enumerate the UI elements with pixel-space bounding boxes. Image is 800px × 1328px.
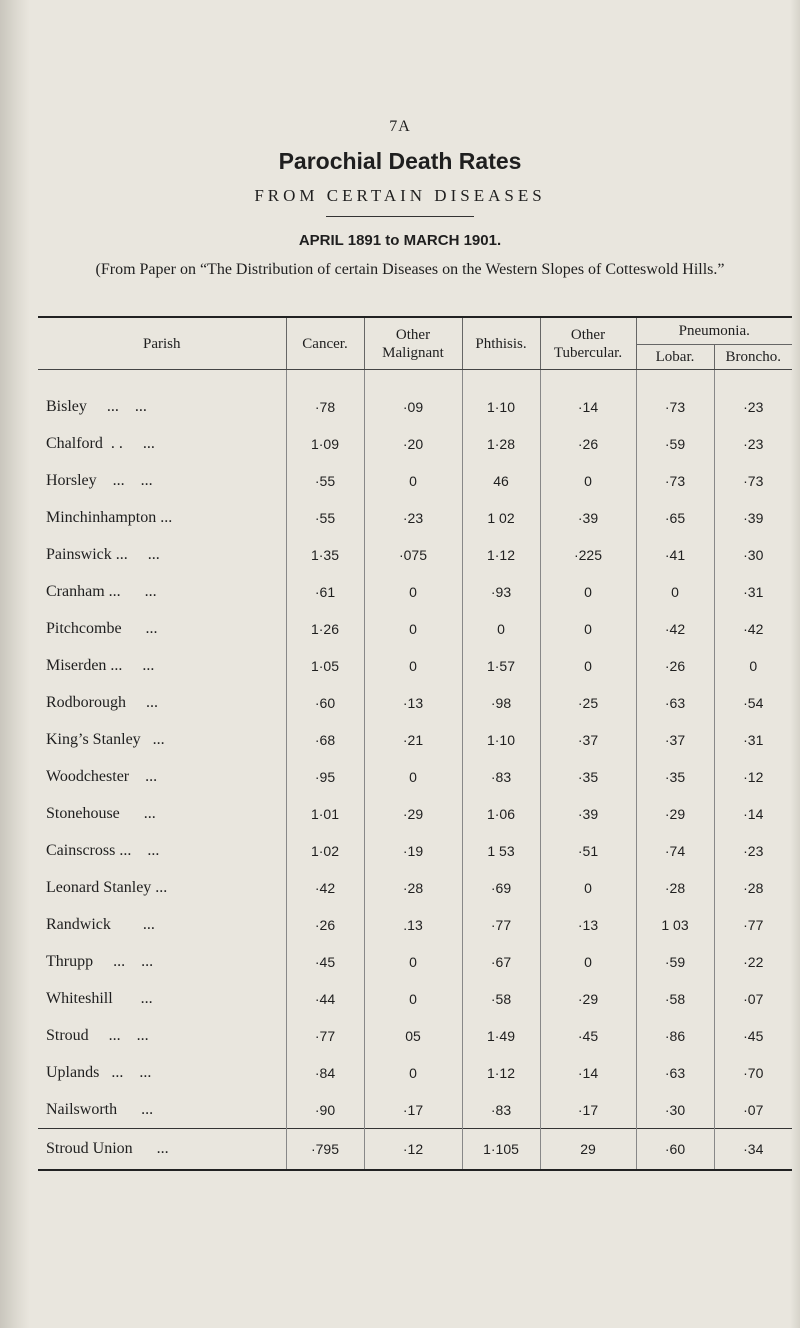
cell-broncho: ·34	[714, 1129, 792, 1171]
cell-cancer: ·55	[286, 462, 364, 499]
cell-other-malignant: 0	[364, 1054, 462, 1091]
cell-other-malignant: ·075	[364, 536, 462, 573]
cell-phthisis: ·58	[462, 980, 540, 1017]
table-row	[38, 647, 792, 684]
cell-other-malignant: ·20	[364, 425, 462, 462]
cell-lobar: ·28	[636, 869, 714, 906]
cell-lobar: ·60	[636, 1129, 714, 1171]
union-total-row	[38, 1129, 792, 1171]
cell-phthisis: ·93	[462, 573, 540, 610]
header-broncho: Broncho.	[714, 345, 792, 370]
cell-parish: Painswick ... ...	[46, 545, 160, 563]
cell-other-malignant: 0	[364, 647, 462, 684]
header-parish: Parish	[38, 318, 286, 370]
cell-other-malignant: ·17	[364, 1091, 462, 1129]
cell-parish: Rodborough ...	[46, 693, 158, 711]
cell-cancer: ·90	[286, 1091, 364, 1129]
cell-broncho: 0	[714, 647, 792, 684]
cell-parish: Whiteshill ...	[46, 989, 153, 1007]
header-phthisis: Phthisis.	[462, 318, 540, 370]
source-note: (From Paper on “The Distribution of certain Diseases on the Western Slopes of Cotteswold Hills.”	[95, 261, 725, 278]
cell-other-malignant: ·12	[364, 1129, 462, 1171]
cell-other-malignant: ·09	[364, 388, 462, 425]
cell-other-tubercular: ·13	[540, 906, 636, 943]
cell-lobar: ·74	[636, 832, 714, 869]
cell-parish: Stroud ... ...	[46, 1026, 149, 1044]
cell-other-tubercular: ·14	[540, 388, 636, 425]
cell-phthisis: 1·12	[462, 1054, 540, 1091]
cell-parish: Uplands ... ...	[46, 1063, 152, 1081]
cell-other-tubercular: ·17	[540, 1091, 636, 1129]
cell-lobar: 0	[636, 573, 714, 610]
cell-other-tubercular: ·39	[540, 795, 636, 832]
table-row	[38, 980, 792, 1017]
table-row	[38, 869, 792, 906]
cell-lobar: ·41	[636, 536, 714, 573]
cell-phthisis: 1·10	[462, 721, 540, 758]
cell-phthisis: ·83	[462, 758, 540, 795]
cell-parish: Nailsworth ...	[46, 1100, 154, 1118]
table-row	[38, 425, 792, 462]
cell-other-tubercular: ·14	[540, 1054, 636, 1091]
cell-broncho: ·07	[714, 1091, 792, 1129]
cell-other-malignant: 0	[364, 980, 462, 1017]
cell-lobar: ·59	[636, 425, 714, 462]
cell-other-malignant: .13	[364, 906, 462, 943]
cell-cancer: ·60	[286, 684, 364, 721]
cell-lobar: ·58	[636, 980, 714, 1017]
cell-parish: Cranham ... ...	[46, 582, 157, 600]
cell-lobar: ·63	[636, 1054, 714, 1091]
cell-broncho: ·28	[714, 869, 792, 906]
table-row	[38, 1091, 792, 1129]
cell-other-tubercular: ·51	[540, 832, 636, 869]
table-row	[38, 462, 792, 499]
cell-phthisis: ·83	[462, 1091, 540, 1129]
cell-cancer: ·61	[286, 573, 364, 610]
table-row	[38, 758, 792, 795]
cell-broncho: ·23	[714, 388, 792, 425]
cell-parish: Leonard Stanley ...	[46, 878, 168, 896]
cell-lobar: ·59	[636, 943, 714, 980]
cell-parish: King’s Stanley ...	[46, 730, 165, 748]
cell-other-tubercular: 0	[540, 647, 636, 684]
table-row	[38, 573, 792, 610]
cell-other-tubercular: 0	[540, 462, 636, 499]
cell-other-tubercular: 0	[540, 573, 636, 610]
cell-phthisis: ·67	[462, 943, 540, 980]
cell-lobar: ·63	[636, 684, 714, 721]
cell-cancer: 1·01	[286, 795, 364, 832]
cell-cancer: 1·02	[286, 832, 364, 869]
cell-other-malignant: ·29	[364, 795, 462, 832]
cell-cancer: 1·05	[286, 647, 364, 684]
cell-cancer: ·68	[286, 721, 364, 758]
cell-parish: Thrupp ... ...	[46, 952, 154, 970]
cell-broncho: ·07	[714, 980, 792, 1017]
cell-phthisis: 1 02	[462, 499, 540, 536]
cell-parish: Stroud Union ...	[38, 1129, 286, 1171]
cell-cancer: ·55	[286, 499, 364, 536]
cell-phthisis: ·98	[462, 684, 540, 721]
header-pneumonia: Pneumonia.	[636, 318, 792, 345]
cell-other-tubercular: 0	[540, 943, 636, 980]
cell-other-tubercular: ·35	[540, 758, 636, 795]
cell-phthisis: 1·49	[462, 1017, 540, 1054]
cell-phthisis: 1·57	[462, 647, 540, 684]
cell-broncho: ·23	[714, 425, 792, 462]
table-row	[38, 1017, 792, 1054]
cell-lobar: ·42	[636, 610, 714, 647]
cell-parish: Chalford . . ...	[46, 434, 155, 452]
table-row	[38, 943, 792, 980]
cell-cancer: ·45	[286, 943, 364, 980]
cell-other-tubercular: 29	[540, 1129, 636, 1171]
cell-other-malignant: 0	[364, 758, 462, 795]
page-title: Parochial Death Rates	[278, 148, 522, 174]
table-row	[38, 684, 792, 721]
cell-other-tubercular: ·39	[540, 499, 636, 536]
cell-other-malignant: ·23	[364, 499, 462, 536]
cell-other-tubercular: ·45	[540, 1017, 636, 1054]
cell-cancer: 1·09	[286, 425, 364, 462]
cell-other-malignant: 0	[364, 573, 462, 610]
cell-phthisis: ·77	[462, 906, 540, 943]
cell-parish: Randwick ...	[46, 915, 155, 933]
cell-other-malignant: ·19	[364, 832, 462, 869]
cell-broncho: ·45	[714, 1017, 792, 1054]
cell-phthisis: 1·12	[462, 536, 540, 573]
cell-cancer: ·795	[286, 1129, 364, 1171]
cell-cancer: ·78	[286, 388, 364, 425]
cell-other-tubercular: ·26	[540, 425, 636, 462]
header-cancer: Cancer.	[286, 318, 364, 370]
cell-phthisis: 1·28	[462, 425, 540, 462]
cell-phthisis: 46	[462, 462, 540, 499]
cell-cancer: 1·35	[286, 536, 364, 573]
cell-cancer: ·77	[286, 1017, 364, 1054]
cell-phthisis: 1·06	[462, 795, 540, 832]
header-other-tubercular: Other Tubercular.	[540, 318, 636, 370]
cell-broncho: ·22	[714, 943, 792, 980]
cell-other-tubercular: 0	[540, 610, 636, 647]
cell-other-malignant: ·13	[364, 684, 462, 721]
cell-cancer: ·84	[286, 1054, 364, 1091]
cell-broncho: ·73	[714, 462, 792, 499]
table-row	[38, 536, 792, 573]
table-row	[38, 499, 792, 536]
table-row	[38, 832, 792, 869]
cell-other-malignant: 0	[364, 943, 462, 980]
cell-broncho: ·70	[714, 1054, 792, 1091]
cell-phthisis: 1·105	[462, 1129, 540, 1171]
cell-parish: Minchinhampton ...	[46, 508, 173, 526]
cell-other-tubercular: ·25	[540, 684, 636, 721]
cell-lobar: ·73	[636, 388, 714, 425]
cell-other-malignant: 0	[364, 610, 462, 647]
cell-lobar: ·65	[636, 499, 714, 536]
cell-broncho: ·42	[714, 610, 792, 647]
cell-cancer: ·42	[286, 869, 364, 906]
header-lobar: Lobar.	[636, 345, 714, 370]
cell-cancer: 1·26	[286, 610, 364, 647]
cell-phthisis: 1 53	[462, 832, 540, 869]
cell-lobar: ·37	[636, 721, 714, 758]
table-row	[38, 795, 792, 832]
cell-broncho: ·31	[714, 573, 792, 610]
title-divider	[326, 216, 474, 217]
cell-other-tubercular: ·225	[540, 536, 636, 573]
death-rates-table	[38, 318, 792, 1171]
cell-cancer: ·26	[286, 906, 364, 943]
cell-phthisis: 0	[462, 610, 540, 647]
cell-other-malignant: ·21	[364, 721, 462, 758]
cell-lobar: ·26	[636, 647, 714, 684]
cell-phthisis: 1·10	[462, 388, 540, 425]
cell-parish: Bisley ... ...	[46, 397, 147, 415]
cell-broncho: ·12	[714, 758, 792, 795]
cell-broncho: ·31	[714, 721, 792, 758]
header-other-malignant: Other Malignant	[364, 318, 462, 370]
cell-lobar: ·29	[636, 795, 714, 832]
cell-parish: Stonehouse ...	[46, 804, 156, 822]
cell-parish: Miserden ... ...	[46, 656, 155, 674]
header-spacer-row	[38, 370, 792, 389]
cell-broncho: ·23	[714, 832, 792, 869]
page-subtitle: FROM CERTAIN DISEASES	[254, 186, 546, 205]
cell-other-tubercular: ·29	[540, 980, 636, 1017]
table-row	[38, 610, 792, 647]
table-row	[38, 721, 792, 758]
cell-other-tubercular: 0	[540, 869, 636, 906]
cell-lobar: ·35	[636, 758, 714, 795]
cell-other-malignant: 05	[364, 1017, 462, 1054]
date-range: APRIL 1891 to MARCH 1901.	[298, 232, 502, 249]
cell-broncho: ·39	[714, 499, 792, 536]
cell-parish: Woodchester ...	[46, 767, 158, 785]
cell-phthisis: ·69	[462, 869, 540, 906]
cell-broncho: ·54	[714, 684, 792, 721]
page-number: 7A	[389, 118, 411, 135]
cell-other-malignant: 0	[364, 462, 462, 499]
cell-parish: Pitchcombe ...	[46, 619, 158, 637]
cell-broncho: ·14	[714, 795, 792, 832]
cell-parish: Cainscross ... ...	[46, 841, 160, 859]
cell-lobar: 1 03	[636, 906, 714, 943]
cell-lobar: ·86	[636, 1017, 714, 1054]
cell-lobar: ·73	[636, 462, 714, 499]
cell-lobar: ·30	[636, 1091, 714, 1129]
cell-cancer: ·44	[286, 980, 364, 1017]
cell-cancer: ·95	[286, 758, 364, 795]
cell-broncho: ·77	[714, 906, 792, 943]
table-row	[38, 1054, 792, 1091]
cell-other-tubercular: ·37	[540, 721, 636, 758]
table-row	[38, 388, 792, 425]
cell-parish: Horsley ... ...	[46, 471, 153, 489]
table-row	[38, 906, 792, 943]
cell-broncho: ·30	[714, 536, 792, 573]
cell-other-malignant: ·28	[364, 869, 462, 906]
